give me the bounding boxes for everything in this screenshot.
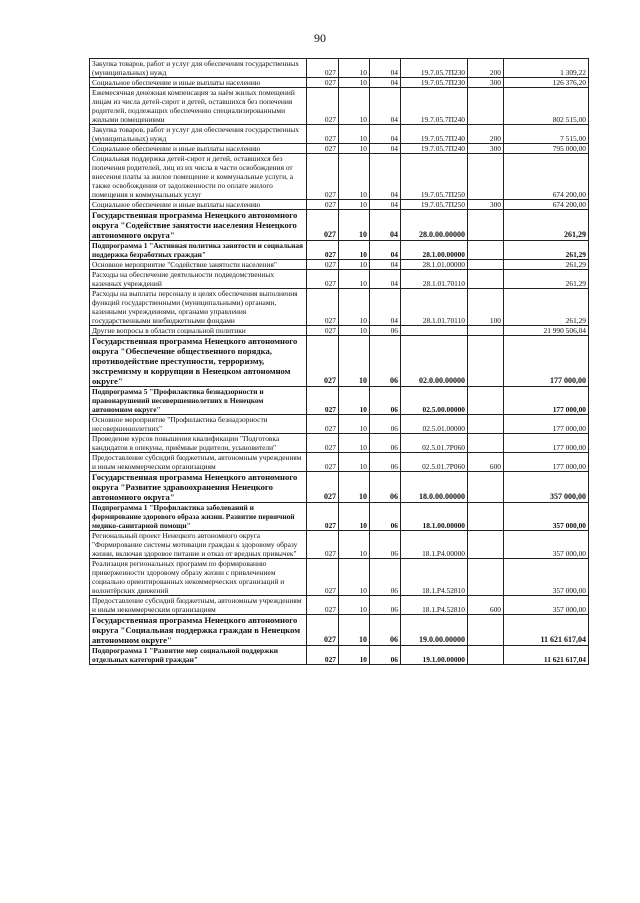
row-amount: 261,29 bbox=[504, 289, 589, 326]
row-name: Предоставление субсидий бюджетным, автономным учреждениям и иным некоммерческим организациям bbox=[90, 453, 307, 472]
row-ministry-code: 027 bbox=[307, 415, 339, 434]
row-target-article: 18.1.Р4.52810 bbox=[401, 559, 468, 596]
row-section: 10 bbox=[339, 59, 370, 78]
row-target-article: 18.0.00.00000 bbox=[401, 472, 468, 503]
table-row bbox=[90, 415, 589, 434]
row-amount: 177 000,00 bbox=[504, 434, 589, 453]
row-section: 10 bbox=[339, 200, 370, 210]
row-expense-type bbox=[468, 503, 504, 531]
row-expense-type: 600 bbox=[468, 596, 504, 615]
table-row bbox=[90, 326, 589, 336]
row-section: 10 bbox=[339, 88, 370, 125]
row-ministry-code: 027 bbox=[307, 646, 339, 665]
row-ministry-code: 027 bbox=[307, 241, 339, 260]
row-section: 10 bbox=[339, 596, 370, 615]
table-row bbox=[90, 289, 589, 326]
row-amount: 11 621 617,04 bbox=[504, 615, 589, 646]
row-target-article bbox=[401, 326, 468, 336]
table-row bbox=[90, 503, 589, 531]
row-target-article: 19.7.05.7П240 bbox=[401, 144, 468, 154]
row-subsection: 06 bbox=[370, 415, 401, 434]
row-amount: 674 200,00 bbox=[504, 200, 589, 210]
row-name: Государственная программа Ненецкого автономного округа "Содействие занятости населения Ненецкого автономного округа" bbox=[90, 210, 307, 241]
row-subsection: 06 bbox=[370, 326, 401, 336]
row-ministry-code: 027 bbox=[307, 78, 339, 88]
row-expense-type: 100 bbox=[468, 289, 504, 326]
row-subsection: 06 bbox=[370, 531, 401, 559]
row-target-article: 28.1.01.70110 bbox=[401, 289, 468, 326]
row-name: Социальное обеспечение и иные выплаты населению bbox=[90, 78, 307, 88]
row-section: 10 bbox=[339, 78, 370, 88]
row-subsection: 06 bbox=[370, 503, 401, 531]
table-row bbox=[90, 387, 589, 415]
row-target-article: 02.0.00.00000 bbox=[401, 336, 468, 387]
row-subsection: 04 bbox=[370, 59, 401, 78]
row-subsection: 04 bbox=[370, 289, 401, 326]
row-subsection: 06 bbox=[370, 472, 401, 503]
row-ministry-code: 027 bbox=[307, 559, 339, 596]
row-expense-type bbox=[468, 559, 504, 596]
row-expense-type bbox=[468, 336, 504, 387]
row-target-article: 19.7.05.7П230 bbox=[401, 59, 468, 78]
row-section: 10 bbox=[339, 241, 370, 260]
table-row bbox=[90, 531, 589, 559]
row-amount: 261,29 bbox=[504, 270, 589, 289]
row-subsection: 04 bbox=[370, 200, 401, 210]
row-expense-type: 300 bbox=[468, 78, 504, 88]
table-row bbox=[90, 472, 589, 503]
row-target-article: 19.7.05.7П240 bbox=[401, 125, 468, 144]
table-row bbox=[90, 200, 589, 210]
row-ministry-code: 027 bbox=[307, 260, 339, 270]
row-name: Социальное обеспечение и иные выплаты населению bbox=[90, 144, 307, 154]
row-name: Социальное обеспечение и иные выплаты населению bbox=[90, 200, 307, 210]
table-row bbox=[90, 125, 589, 144]
row-ministry-code: 027 bbox=[307, 59, 339, 78]
row-section: 10 bbox=[339, 154, 370, 200]
row-amount: 261,29 bbox=[504, 210, 589, 241]
table-row bbox=[90, 615, 589, 646]
row-section: 10 bbox=[339, 336, 370, 387]
row-amount: 357 000,00 bbox=[504, 503, 589, 531]
row-ministry-code: 027 bbox=[307, 531, 339, 559]
row-target-article: 02.5.01.00000 bbox=[401, 415, 468, 434]
row-amount: 177 000,00 bbox=[504, 336, 589, 387]
row-name: Подпрограмма 1 "Профилактика заболеваний и формирование здорового образа жизни. Развитие первичной медико-санитарной помощи" bbox=[90, 503, 307, 531]
row-subsection: 06 bbox=[370, 596, 401, 615]
row-target-article: 19.7.05.7П240 bbox=[401, 88, 468, 125]
row-subsection: 04 bbox=[370, 270, 401, 289]
row-target-article: 28.1.01.70110 bbox=[401, 270, 468, 289]
row-amount: 261,29 bbox=[504, 241, 589, 260]
row-name: Закупка товаров, работ и услуг для обеспечения государственных (муниципальных) нужд bbox=[90, 59, 307, 78]
row-subsection: 04 bbox=[370, 144, 401, 154]
row-ministry-code: 027 bbox=[307, 596, 339, 615]
row-subsection: 04 bbox=[370, 260, 401, 270]
row-ministry-code: 027 bbox=[307, 615, 339, 646]
row-target-article: 18.1.Р4.00000 bbox=[401, 531, 468, 559]
row-name: Государственная программа Ненецкого автономного округа "Обеспечение общественного порядка, противодействие преступности, терроризму, экстремизму и коррупции в Ненецком автономном округе" bbox=[90, 336, 307, 387]
row-section: 10 bbox=[339, 125, 370, 144]
row-ministry-code: 027 bbox=[307, 154, 339, 200]
row-ministry-code: 027 bbox=[307, 336, 339, 387]
row-amount: 261,29 bbox=[504, 260, 589, 270]
row-target-article: 28.1.00.00000 bbox=[401, 241, 468, 260]
table-row bbox=[90, 78, 589, 88]
row-name: Государственная программа Ненецкого автономного округа "Развитие здравоохранения Ненецкого автономного округа" bbox=[90, 472, 307, 503]
row-ministry-code: 027 bbox=[307, 200, 339, 210]
row-section: 10 bbox=[339, 415, 370, 434]
table-row bbox=[90, 453, 589, 472]
table-row bbox=[90, 88, 589, 125]
row-subsection: 04 bbox=[370, 154, 401, 200]
row-name: Другие вопросы в области социальной политики bbox=[90, 326, 307, 336]
row-subsection: 06 bbox=[370, 434, 401, 453]
row-amount: 357 000,00 bbox=[504, 531, 589, 559]
row-amount: 674 200,00 bbox=[504, 154, 589, 200]
row-subsection: 04 bbox=[370, 210, 401, 241]
row-amount: 1 309,22 bbox=[504, 59, 589, 78]
row-expense-type: 300 bbox=[468, 144, 504, 154]
table-row bbox=[90, 260, 589, 270]
row-name: Закупка товаров, работ и услуг для обеспечения государственных (муниципальных) нужд bbox=[90, 125, 307, 144]
table-row bbox=[90, 144, 589, 154]
row-expense-type: 200 bbox=[468, 125, 504, 144]
row-target-article: 19.0.00.00000 bbox=[401, 615, 468, 646]
row-ministry-code: 027 bbox=[307, 88, 339, 125]
row-amount: 177 000,00 bbox=[504, 415, 589, 434]
row-ministry-code: 027 bbox=[307, 503, 339, 531]
row-name: Подпрограмма 1 "Активная политика занятости и социальная поддержка безработных граждан" bbox=[90, 241, 307, 260]
table-row bbox=[90, 336, 589, 387]
row-amount: 795 000,00 bbox=[504, 144, 589, 154]
row-ministry-code: 027 bbox=[307, 472, 339, 503]
budget-table bbox=[89, 58, 589, 665]
row-expense-type bbox=[468, 472, 504, 503]
row-expense-type bbox=[468, 260, 504, 270]
row-section: 10 bbox=[339, 615, 370, 646]
row-expense-type bbox=[468, 387, 504, 415]
table-row bbox=[90, 559, 589, 596]
row-expense-type bbox=[468, 646, 504, 665]
row-target-article: 18.1.00.00000 bbox=[401, 503, 468, 531]
row-amount: 357 000,00 bbox=[504, 472, 589, 503]
row-subsection: 06 bbox=[370, 615, 401, 646]
row-amount: 802 515,00 bbox=[504, 88, 589, 125]
row-target-article: 28.0.00.00000 bbox=[401, 210, 468, 241]
row-subsection: 06 bbox=[370, 559, 401, 596]
row-name: Подпрограмма 1 "Развитие мер социальной поддержки отдельных категорий граждан" bbox=[90, 646, 307, 665]
row-expense-type: 300 bbox=[468, 200, 504, 210]
row-amount: 357 000,00 bbox=[504, 596, 589, 615]
row-expense-type: 600 bbox=[468, 453, 504, 472]
row-name: Расходы на обеспечение деятельности подведомственных казенных учреждений bbox=[90, 270, 307, 289]
row-ministry-code: 027 bbox=[307, 210, 339, 241]
row-section: 10 bbox=[339, 289, 370, 326]
row-expense-type bbox=[468, 415, 504, 434]
row-expense-type bbox=[468, 210, 504, 241]
row-name: Реализация региональных программ по формированию приверженности здоровому образу жизни с привлечением социально ориентированных некоммерческих организаций и волонтёрских движений bbox=[90, 559, 307, 596]
row-section: 10 bbox=[339, 434, 370, 453]
row-target-article: 02.5.01.7Р060 bbox=[401, 434, 468, 453]
row-expense-type bbox=[468, 241, 504, 260]
row-section: 10 bbox=[339, 387, 370, 415]
row-section: 10 bbox=[339, 531, 370, 559]
row-section: 10 bbox=[339, 144, 370, 154]
row-amount: 21 990 506,04 bbox=[504, 326, 589, 336]
table-row bbox=[90, 434, 589, 453]
row-subsection: 06 bbox=[370, 336, 401, 387]
row-subsection: 04 bbox=[370, 78, 401, 88]
row-ministry-code: 027 bbox=[307, 270, 339, 289]
row-section: 10 bbox=[339, 326, 370, 336]
row-name: Региональный проект Ненецкого автономного округа "Формирование системы мотивации граждан к здоровому образу жизни, включая здоровое питание и отказ от вредных привычек" bbox=[90, 531, 307, 559]
row-name: Основное мероприятие "Профилактика безнадзорности несовершеннолетних" bbox=[90, 415, 307, 434]
table-row bbox=[90, 270, 589, 289]
row-name: Расходы на выплаты персоналу в целях обеспечения выполнения функций государственными (муниципальными) органами, казенными учреждениями, органами управления государственными внебюджетными фондами bbox=[90, 289, 307, 326]
row-name: Ежемесячная денежная компенсация за наём жилых помещений лицам из числа детей-сирот и детей, оставшихся без попечения родителей, подлежащих обеспечению специализированными жилыми помещениями bbox=[90, 88, 307, 125]
row-subsection: 04 bbox=[370, 241, 401, 260]
table-row bbox=[90, 210, 589, 241]
row-expense-type bbox=[468, 531, 504, 559]
table-row bbox=[90, 154, 589, 200]
row-name: Государственная программа Ненецкого автономного округа "Социальная поддержка граждан в Ненецком автономном округе" bbox=[90, 615, 307, 646]
table-row bbox=[90, 241, 589, 260]
row-section: 10 bbox=[339, 646, 370, 665]
row-section: 10 bbox=[339, 472, 370, 503]
page-number: 90 bbox=[314, 31, 326, 45]
row-target-article: 19.7.05.7П230 bbox=[401, 78, 468, 88]
row-subsection: 06 bbox=[370, 646, 401, 665]
row-name: Предоставление субсидий бюджетным, автономным учреждениям и иным некоммерческим организациям bbox=[90, 596, 307, 615]
row-ministry-code: 027 bbox=[307, 326, 339, 336]
row-name: Социальная поддержка детей-сирот и детей, оставшихся без попечения родителей, лиц из их числа в части освобождения от внесения платы за жилое помещение и коммунальные услуги, а также освобождения от задолженности по оплате жилого помещения и коммунальных услуг bbox=[90, 154, 307, 200]
row-expense-type: 200 bbox=[468, 59, 504, 78]
row-subsection: 06 bbox=[370, 453, 401, 472]
row-subsection: 04 bbox=[370, 125, 401, 144]
row-section: 10 bbox=[339, 270, 370, 289]
row-expense-type bbox=[468, 270, 504, 289]
row-amount: 7 515,00 bbox=[504, 125, 589, 144]
row-amount: 126 376,20 bbox=[504, 78, 589, 88]
row-ministry-code: 027 bbox=[307, 387, 339, 415]
row-section: 10 bbox=[339, 210, 370, 241]
row-target-article: 19.7.05.7П250 bbox=[401, 200, 468, 210]
row-target-article: 18.1.Р4.52810 bbox=[401, 596, 468, 615]
row-target-article: 02.5.01.7Р060 bbox=[401, 453, 468, 472]
row-amount: 357 000,00 bbox=[504, 559, 589, 596]
row-target-article: 19.1.00.00000 bbox=[401, 646, 468, 665]
row-expense-type bbox=[468, 434, 504, 453]
row-amount: 177 000,00 bbox=[504, 453, 589, 472]
row-name: Основное мероприятие "Содействие занятости населения" bbox=[90, 260, 307, 270]
row-ministry-code: 027 bbox=[307, 289, 339, 326]
row-expense-type bbox=[468, 326, 504, 336]
row-target-article: 02.5.00.00000 bbox=[401, 387, 468, 415]
row-expense-type bbox=[468, 154, 504, 200]
row-ministry-code: 027 bbox=[307, 434, 339, 453]
row-ministry-code: 027 bbox=[307, 144, 339, 154]
row-amount: 177 000,00 bbox=[504, 387, 589, 415]
row-expense-type bbox=[468, 88, 504, 125]
row-subsection: 06 bbox=[370, 387, 401, 415]
row-expense-type bbox=[468, 615, 504, 646]
budget-table-body bbox=[90, 59, 589, 665]
row-ministry-code: 027 bbox=[307, 453, 339, 472]
row-amount: 11 621 617,04 bbox=[504, 646, 589, 665]
table-row bbox=[90, 646, 589, 665]
row-section: 10 bbox=[339, 503, 370, 531]
row-name: Подпрограмма 5 "Профилактика безнадзорности и правонарушений несовершеннолетних в Ненецком автономном округе" bbox=[90, 387, 307, 415]
row-name: Проведение курсов повышения квалификации "Подготовка кандидатов в опекуны, приёмные родители, усыновители" bbox=[90, 434, 307, 453]
table-row bbox=[90, 596, 589, 615]
row-target-article: 19.7.05.7П250 bbox=[401, 154, 468, 200]
row-target-article: 28.1.01.00000 bbox=[401, 260, 468, 270]
row-section: 10 bbox=[339, 260, 370, 270]
row-section: 10 bbox=[339, 559, 370, 596]
row-section: 10 bbox=[339, 453, 370, 472]
row-subsection: 04 bbox=[370, 88, 401, 125]
row-ministry-code: 027 bbox=[307, 125, 339, 144]
table-row bbox=[90, 59, 589, 78]
